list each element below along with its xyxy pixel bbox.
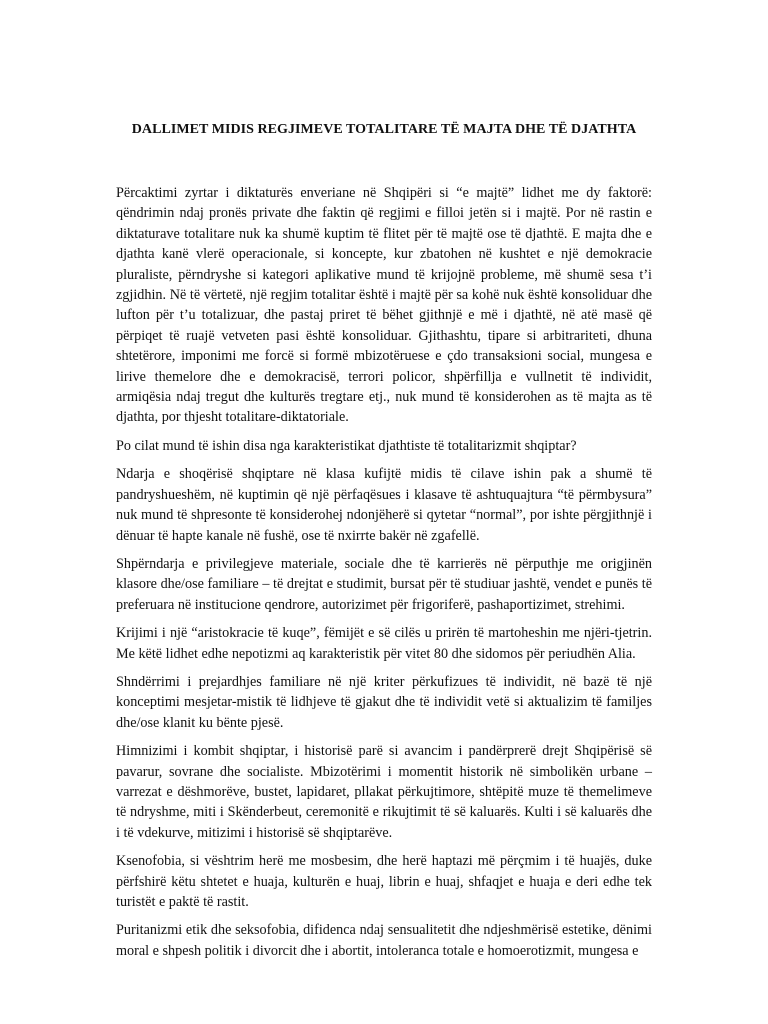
paragraph: Përcaktimi zyrtar i diktaturës enveriane në Shqipëri si “e majtë” lidhet me dy faktorë: qëndrimin ndaj pronës private dhe faktin që regjimi e filloi jetën si i majtë. Por në rastin e diktaturave totalitare nuk ka shumë kuptim të flitet për të majtë ose të djathtë. E majta dhe e djathta kanë vlerë operacionale, si koncepte, kur zbatohen në kushtet e një demokracie pluraliste, përndryshe si kategori aplikative mund të krijojnë probleme, më shumë sesa t’i zgjidhin. Në të vërtetë, një regjim totalitar është i majtë për sa kohë nuk është konsoliduar dhe lufton për t’u totalizuar, dhe pastaj priret të bëhet gjithnjë e më i djathtë, në atë masë që përpiqet të ruajë vetveten pasi është konsoliduar. Gjithashtu, tipare si arbitrariteti, dhuna shtetërore, imponimi me forcë si formë mbizotëruese e çdo transaksioni social, mungesa e lirive themelore dhe e demokracisë, terrori policor, shpërfillja e vullnetit të individit, armiqësia ndaj tregut dhe kulturës tregtare etj., nuk mund të konsiderohen as të majta as të djathta, por thjesht totalitare-diktatoriale. [116,185,652,426]
paragraph: Ksenofobia, si vështrim herë me mosbesim, dhe herë haptazi më përçmim i të huajës, duke përfshirë këtu shtetet e huaja, kulturën e huaj, librin e huaj, shfaqjet e huaja e deri edhe tek turistët e paktë të rastit. [116,853,652,910]
paragraph: Puritanizmi etik dhe seksofobia, difidenca ndaj sensualitetit dhe ndjeshmërisë estetike, dënimi moral e shpesh politik i divorcit dhe i abortit, intoleranca totale e homoerotizmit, mungesa e [116,922,652,959]
paragraph: Himnizimi i kombit shqiptar, i historisë parë si avancim i pandërprerë drejt Shqipërisë së pavarur, sovrane dhe socialiste. Mbizotërimi i momentit historik në simbolikën urbane – varrezat e dëshmorëve, bustet, lapidaret, pllakat përkujtimore, shtëpitë muze të themelimeve të ndryshme, miti i Skënderbeut, ceremonitë e rikujtimit të së kaluarës. Kulti i së kaluarës dhe i të vdekurve, mitizimi i historisë së shqiptarëve. [116,743,652,841]
paragraph: Shndërrimi i prejardhjes familiare në një kriter përkufizues të individit, në bazë të një konceptimi mesjetar-mistik të lidhjeve të gjakut dhe të individit vetë si aktualizim të familjes dhe/ose klanit ku bënte pjesë. [116,673,652,731]
paragraph: Ndarja e shoqërisë shqiptare në klasa kufijtë midis të cilave ishin pak a shumë të pandryshueshëm, në kuptimin që një përfaqësues i klasave të ashtuquajtura “të përmbysura” nuk mund të shpresonte të konsiderohej ndonjëherë si qytetar “normal”, por ishte përgjithnjë i dënuar të hapte kanale në fushë, ose të nxirrte bakër në zgafellë. [116,466,652,544]
paragraph: Shpërndarja e privilegjeve materiale, sociale dhe të karrierës në përputhje me origjinën klasore dhe/ose familiare – të drejtat e studimit, bursat për të studiuar jashtë, vendet e punës të preferuara në institucione qendrore, autorizimet për frigoriferë, pashaportizimet, strehimi. [116,555,652,613]
document-title: DALLIMET MIDIS REGJIMEVE TOTALITARE TË MAJTA DHE TË DJATHTA [131,122,637,137]
paragraph: Krijimi i një “aristokracie të kuqe”, fëmijët e së cilës u prirën të martoheshin me njëri-tjetrin. Me këtë lidhet edhe nepotizmi aq karakteristik për vitet 80 dhe sidomos për periudhën Alia. [116,625,652,662]
document-body [116,183,652,969]
paragraph: Po cilat mund të ishin disa nga karakteristikat djathtiste të totalitarizmit shqiptar? [116,437,577,454]
